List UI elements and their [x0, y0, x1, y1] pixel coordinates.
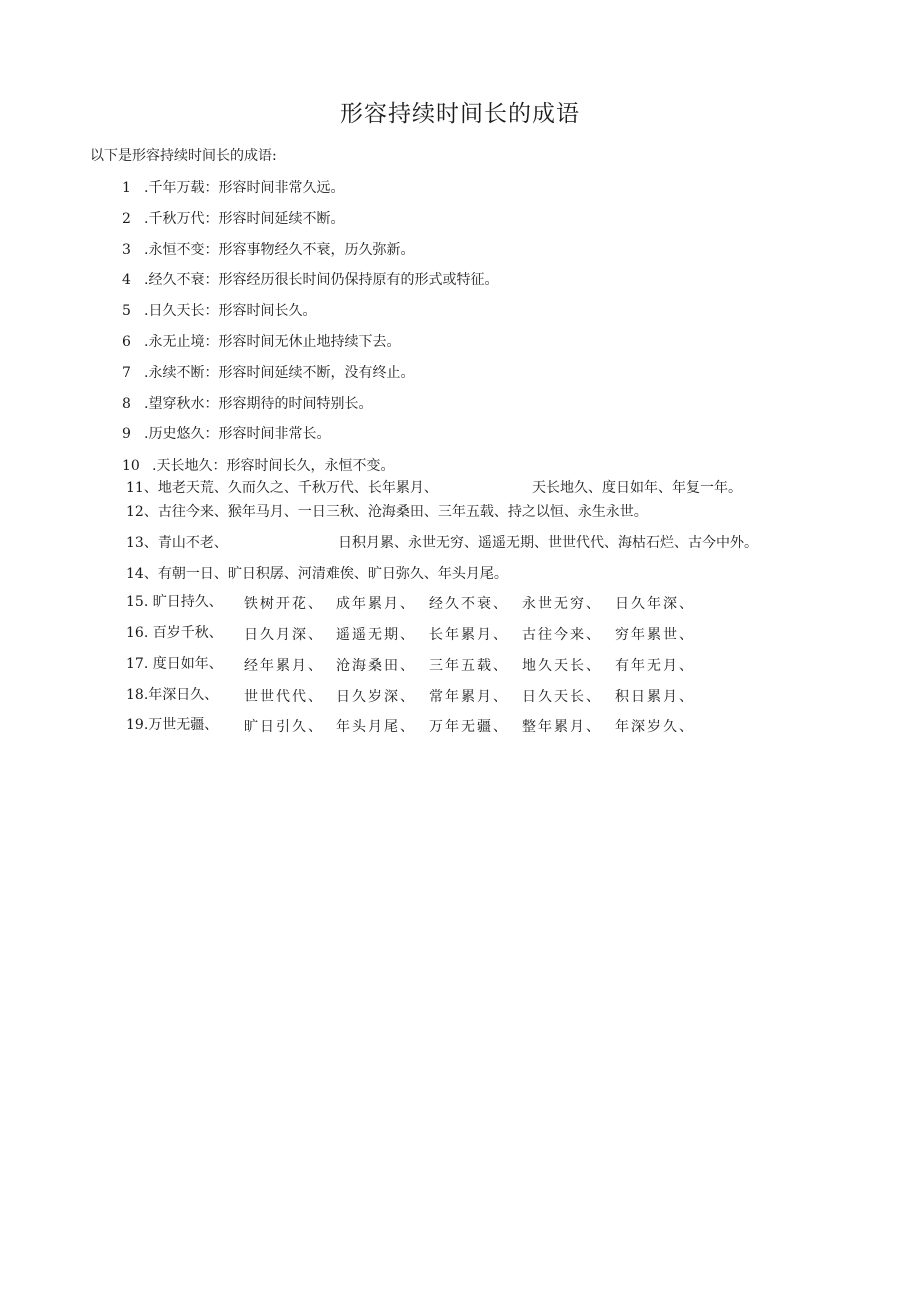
grid-cell: 年头月尾、: [336, 719, 416, 735]
list-item-text: .永续不断：形容时间延续不断，没有终止。: [144, 365, 415, 381]
grid-cell: 成年累月、: [336, 596, 416, 612]
grid-cell: 日久天长、: [522, 689, 602, 705]
list-item-number: 9: [122, 426, 131, 442]
list-item: [122, 209, 344, 229]
idiom-line-13b: 日积月累、永世无穷、遥遥无期、世世代代、海枯石烂、古今中外。: [338, 535, 758, 551]
list-item-text: .历史悠久：形容时间非常长。: [144, 426, 331, 442]
grid-cell: 古往今来、: [522, 627, 602, 643]
list-item: [122, 301, 316, 321]
list-item-number: 2: [122, 211, 131, 227]
list-item-number: 5: [122, 303, 131, 319]
grid-cell: 旷日引久、: [244, 719, 324, 735]
grid-cell: 世世代代、: [244, 689, 324, 705]
list-item-text: .千年万载：形容时间非常久远。: [144, 180, 345, 196]
grid-cell: 17. 度日如年、: [126, 656, 223, 672]
list-item-number: 4: [122, 272, 131, 288]
grid-cell: 穷年累世、: [615, 627, 695, 643]
grid-cell: 年深岁久、: [615, 719, 695, 735]
grid-cell: 经年累月、: [244, 658, 324, 674]
grid-cell: 18.年深日久、: [126, 687, 219, 703]
grid-cell: 15. 旷日持久、: [126, 594, 223, 610]
list-item-number: 7: [122, 365, 131, 381]
list-item: [122, 240, 414, 260]
grid-cell: 万年无疆、: [429, 719, 509, 735]
grid-cell: 16. 百岁千秋、: [126, 625, 223, 641]
list-item: [122, 363, 414, 383]
grid-cell: 积日累月、: [615, 689, 695, 705]
idiom-line-14: 14、有朝一日、旷日积孱、河清难俟、旷日弥久、年头月尾。: [126, 566, 508, 582]
idiom-line-13a: 13、青山不老、: [126, 535, 228, 551]
grid-cell: 沧海桑田、: [336, 658, 416, 674]
list-item-text: .千秋万代：形容时间延续不断。: [144, 211, 345, 227]
list-item-text: .望穿秋水：形容期待的时间特别长。: [144, 396, 373, 412]
list-item: [122, 332, 400, 352]
list-item-number: 1: [122, 180, 131, 196]
grid-cell: 经久不衰、: [429, 596, 509, 612]
grid-cell: 常年累月、: [429, 689, 509, 705]
idiom-line-12: 12、古往今来、猴年马月、一日三秋、沧海桑田、三年五载、持之以恒、永生永世。: [126, 504, 648, 520]
grid-cell: 日久岁深、: [336, 689, 416, 705]
grid-cell: 三年五载、: [429, 658, 509, 674]
list-item-text: .永恒不变：形容事物经久不衰，历久弥新。: [144, 242, 415, 258]
list-item-number: 3: [122, 242, 131, 258]
grid-cell: 遥遥无期、: [336, 627, 416, 643]
grid-cell: 整年累月、: [522, 719, 602, 735]
list-item-text: .经久不衰：形容经历很长时间仍保持原有的形式或特征。: [144, 272, 499, 288]
list-item-text: .日久天长：形容时间长久。: [144, 303, 317, 319]
grid-cell: 长年累月、: [429, 627, 509, 643]
page-title: 形容持续时间长的成语: [340, 101, 580, 127]
grid-cell: 日久年深、: [615, 596, 695, 612]
list-item: [122, 178, 344, 198]
list-item-text: .天长地久：形容时间长久，永恒不变。: [152, 458, 395, 474]
list-item: [122, 456, 394, 476]
grid-cell: 19.万世无疆、: [126, 717, 219, 733]
intro-text: 以下是形容持续时间长的成语:: [90, 148, 277, 164]
grid-cell: 铁树开花、: [244, 596, 324, 612]
list-item: [122, 270, 498, 290]
grid-cell: 日久月深、: [244, 627, 324, 643]
idiom-line-11a: 11、地老天荒、久而久之、千秋万代、长年累月、: [126, 480, 438, 496]
grid-cell: 有年无月、: [615, 658, 695, 674]
grid-cell: 地久天长、: [522, 658, 602, 674]
list-item-number: 10: [122, 458, 140, 474]
list-item: [122, 424, 330, 444]
grid-cell: 永世无穷、: [522, 596, 602, 612]
idiom-line-11b: 天长地久、度日如年、年复一年。: [532, 480, 742, 496]
list-item-number: 6: [122, 334, 131, 350]
list-item-number: 8: [122, 396, 131, 412]
list-item-text: .永无止境：形容时间无休止地持续下去。: [144, 334, 401, 350]
list-item: [122, 394, 372, 414]
